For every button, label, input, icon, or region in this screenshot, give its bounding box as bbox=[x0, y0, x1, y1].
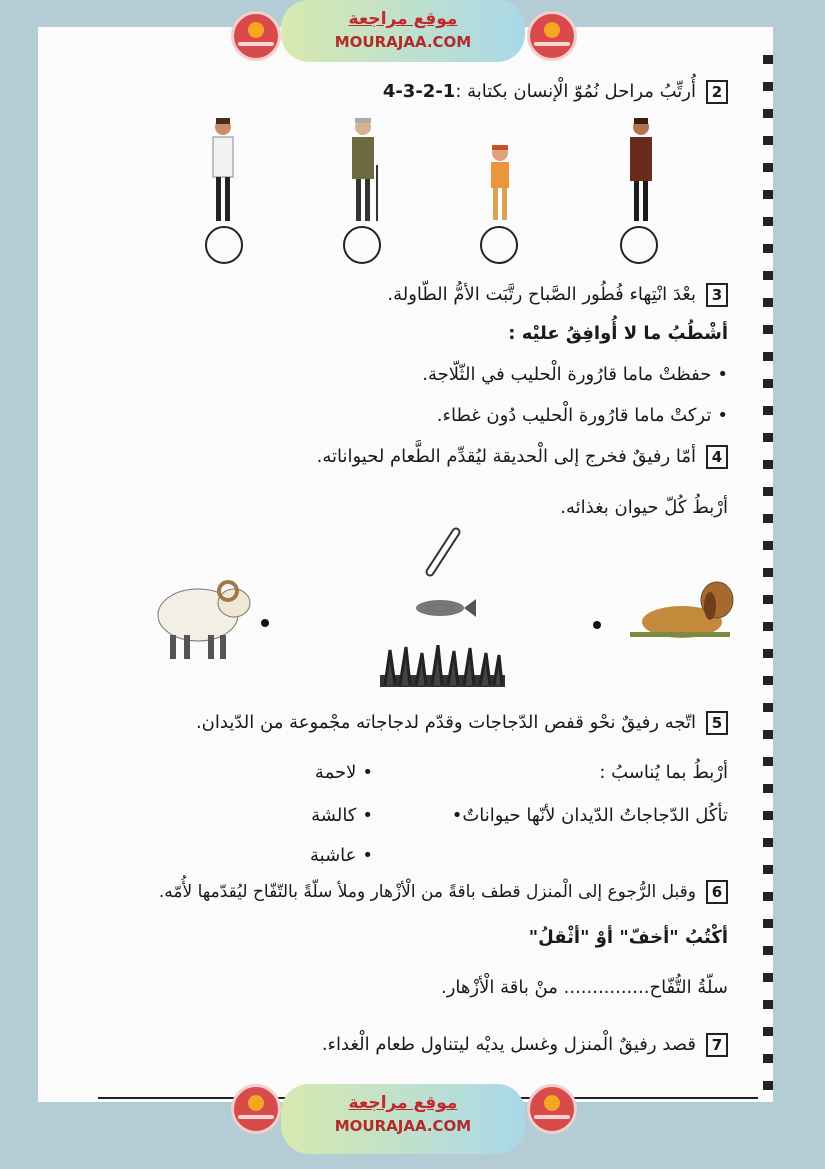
choice-3[interactable]: •عاشبة bbox=[309, 845, 373, 866]
match-sentence: تأكُل الدّجاجاتُ الدّيدان لأنّها حيواناتٌ• bbox=[451, 805, 728, 826]
question-7 bbox=[322, 1033, 728, 1057]
site-banner-top[interactable] bbox=[281, 0, 525, 62]
question-3-instruction: أشْطُبُ ما لا أُوافِقُ عليْه : bbox=[508, 323, 728, 344]
question-text: بعْدَ انْتِهاء فُطُور الصَّباح رتَّبَت الأمُّ الطّاولة. bbox=[387, 284, 696, 305]
question-4 bbox=[317, 445, 728, 469]
worksheet-page bbox=[38, 27, 773, 1102]
question-5-instruction: أرْبطُ بما يُناسبُ : bbox=[599, 762, 728, 783]
question-number: 5 bbox=[706, 711, 728, 735]
choice-2[interactable]: •كالشة bbox=[311, 805, 373, 826]
young-man-figure bbox=[203, 115, 243, 225]
question-text: وقبل الرُّجوع إلى الْمنزل قطف باقةً من الْأزْهار وملأ سلّةً بالتّفّاح ليُقدّمها لأُمّه. bbox=[158, 882, 696, 902]
option-text: حفظتْ ماما قارُورة الْحليب في الثّلّاجة. bbox=[422, 364, 712, 385]
grass-icon bbox=[380, 645, 505, 690]
spiral-binding bbox=[763, 55, 773, 1095]
sequence-text: 4-3-2-1 bbox=[382, 81, 456, 102]
match-dot-dog[interactable] bbox=[593, 621, 601, 629]
question-6-instruction: أكْتُبُ "أخفّ" أوْ "أثْقلُ" bbox=[528, 927, 728, 948]
question-2 bbox=[383, 80, 728, 104]
option-2[interactable]: •تركتْ ماما قارُورة الْحليب دُون غطاء. bbox=[436, 405, 728, 426]
bone-icon bbox=[418, 522, 468, 582]
question-6 bbox=[159, 880, 728, 904]
question-number: 3 bbox=[706, 283, 728, 307]
question-text: أمّا رفيقٌ فخرج إلى الْحديقة ليُقدِّم الطَّعام لحيواناته. bbox=[316, 446, 696, 467]
choice-1[interactable]: •لاحمة bbox=[314, 762, 373, 783]
site-name-arabic: موقع مراجعة bbox=[348, 9, 458, 29]
choice-text: لاحمة bbox=[314, 762, 357, 783]
question-3 bbox=[387, 283, 728, 307]
question-5 bbox=[196, 711, 728, 735]
question-text: أُرتِّبُ مراحل نُمُوّ الْإنسان بكتابة : bbox=[455, 81, 696, 102]
site-logo-badge bbox=[527, 1084, 577, 1134]
dog-image bbox=[622, 572, 737, 647]
question-number: 2 bbox=[706, 80, 728, 104]
choice-text: كالشة bbox=[311, 805, 357, 826]
child-figure bbox=[483, 143, 517, 223]
question-number: 4 bbox=[706, 445, 728, 469]
question-number: 6 bbox=[706, 880, 728, 904]
option-1[interactable]: •حفظتْ ماما قارُورة الْحليب في الثّلّاجة. bbox=[422, 364, 728, 385]
sentence-text: تأكُل الدّجاجاتُ الدّيدان لأنّها حيواناتٌ bbox=[462, 805, 728, 826]
question-text: اتّجه رفيقٌ نحْو قفص الدّجاجات وقدّم لدجاجاته مجْموعة من الدّيدان. bbox=[195, 712, 696, 733]
site-name-arabic: موقع مراجعة bbox=[348, 1093, 458, 1113]
match-dot-sheep[interactable] bbox=[261, 619, 269, 627]
question-number: 7 bbox=[706, 1033, 728, 1057]
site-domain: MOURAJAA.COM bbox=[334, 33, 472, 51]
fill-in-blank[interactable]: سلّةُ التُّفّاح............... منْ باقة الْأزْهار. bbox=[441, 977, 728, 998]
answer-circle[interactable] bbox=[480, 226, 518, 264]
sheep-image bbox=[150, 567, 255, 662]
answer-circle[interactable] bbox=[343, 226, 381, 264]
old-man-figure bbox=[343, 115, 383, 225]
adult-man-figure bbox=[621, 115, 661, 225]
answer-circle[interactable] bbox=[620, 226, 658, 264]
question-text: قصد رفيقٌ الْمنزل وغسل يديْه ليتناول طعام الْغداء. bbox=[321, 1034, 696, 1055]
site-domain: MOURAJAA.COM bbox=[334, 1117, 472, 1135]
answer-circle[interactable] bbox=[205, 226, 243, 264]
site-logo-badge bbox=[231, 11, 281, 61]
site-logo-badge bbox=[231, 1084, 281, 1134]
fish-icon bbox=[408, 593, 478, 623]
site-logo-badge bbox=[527, 11, 577, 61]
choice-text: عاشبة bbox=[309, 845, 357, 866]
option-text: تركتْ ماما قارُورة الْحليب دُون غطاء. bbox=[436, 405, 712, 426]
site-banner-bottom[interactable] bbox=[281, 1084, 525, 1154]
question-4-instruction: أرْبطُ كُلّ حيوان بغذائه. bbox=[560, 497, 728, 518]
